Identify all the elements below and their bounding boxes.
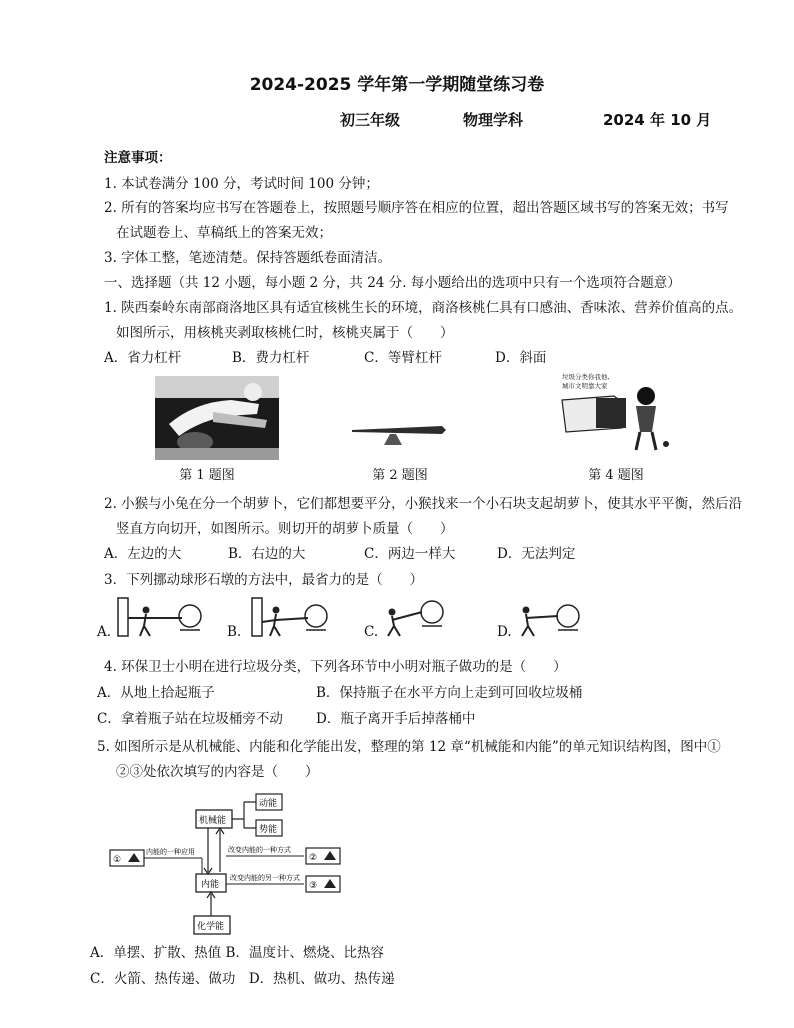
q2-option-d: D．无法判定: [497, 546, 576, 562]
notice-item-3: 3. 字体工整，笔迹清楚。保持答题纸卷面清洁。: [104, 250, 392, 266]
q2-text-cont: 竖直方向切开，如图所示。则切开的胡萝卜质量（ ）: [116, 521, 454, 537]
q2-option-c: C．两边一样大: [364, 546, 456, 562]
q3-label-b: B.: [227, 624, 242, 640]
diagram-chemical-energy: 化学能: [197, 922, 225, 932]
notice-heading: 注意事项：: [104, 150, 172, 166]
q3-label-d: D.: [497, 624, 512, 640]
q1-option-b: B．费力杠杆: [232, 350, 310, 366]
notice-item-2: 2. 所有的答案均应书写在答题卷上，按照题号顺序答在相应的位置，超出答题区域书写的答案无效；书写: [104, 200, 729, 216]
knowledge-structure-diagram: [108, 792, 348, 940]
q5-options-ab: A．单摆、扩散、热值 B．温度计、燃烧、比热容: [90, 945, 384, 961]
diagram-potential-energy: 势能: [259, 825, 278, 835]
walnut-cracker-image: [155, 376, 279, 460]
q5-text-cont: ②③处依次填写的内容是（ ）: [116, 764, 319, 780]
q1-option-d: D．斜面: [495, 350, 547, 366]
date-label: 2024 年 10 月: [603, 111, 712, 129]
q1-option-c: C．等臂杠杆: [364, 350, 442, 366]
q4-option-c: C．拿着瓶子站在垃圾桶旁不动: [97, 711, 283, 727]
q2-option-b: B．右边的大: [228, 546, 306, 562]
q3-figure-c: [380, 596, 450, 638]
diagram-mech-energy: 机械能: [199, 816, 227, 826]
q3-text: 3．下列挪动球形石墩的方法中，最省力的是（ ）: [104, 572, 424, 588]
diagram-blank-2: ②: [309, 853, 318, 863]
notice-item-2-cont: 在试题卷上、草稿纸上的答案无效；: [116, 225, 332, 241]
q3-label-a: A.: [97, 624, 112, 640]
page-title: 2024-2025 学年第一学期随堂练习卷: [249, 75, 545, 95]
section-heading: 一、选择题（共 12 小题，每小题 2 分，共 24 分. 每小题给出的选项中只有一个选项符合题意）: [104, 275, 681, 291]
q3-figure-a: [116, 596, 202, 638]
diagram-way1-label: 改变内能的一种方式: [228, 846, 291, 854]
q1-text: 1. 陕西秦岭东南部商洛地区具有适宜核桃生长的环境，商洛核桃仁具有口感油、香味浓、营养价值高的点。: [104, 300, 743, 316]
q4-option-a: A．从地上拾起瓶子: [97, 685, 215, 701]
figure-4-caption: 第 4 题图: [588, 468, 644, 483]
fig4-slogan-1: 垃圾分类你我他,: [562, 373, 610, 381]
q2-option-a: A．左边的大: [104, 546, 182, 562]
diagram-blank-1: ①: [113, 855, 122, 865]
q5-options-cd: C．火箭、热传递、做功 D．热机、做功、热传递: [90, 971, 395, 987]
diagram-blank-3: ③: [309, 881, 318, 891]
notice-item-1: 1. 本试卷满分 100 分，考试时间 100 分钟；: [104, 176, 379, 192]
grade-label: 初三年级: [340, 111, 401, 129]
q3-label-c: C.: [364, 624, 379, 640]
diagram-way2-label: 改变内能的另一种方式: [230, 874, 300, 882]
q4-option-d: D．瓶子离开手后掉落桶中: [316, 711, 476, 727]
q4-text: 4. 环保卫士小明在进行垃圾分类，下列各环节中小明对瓶子做功的是（ ）: [104, 659, 567, 675]
fig4-slogan-2: 城市文明靠大家: [562, 382, 608, 390]
subject-label: 物理学科: [463, 111, 524, 129]
recycling-boy-image: [556, 370, 680, 460]
q4-option-b: B．保持瓶子在水平方向上走到可回收垃圾桶: [316, 685, 583, 701]
q1-text-cont: 如图所示，用核桃夹剥取核桃仁时，核桃夹属于（ ）: [116, 325, 454, 341]
q3-figure-d: [514, 596, 584, 638]
diagram-use-label: 内能的一种应用: [146, 848, 195, 856]
q5-text: 5. 如图所示是从机械能、内能和化学能出发，整理的第 12 章“机械能和内能”的单元知识结构图，图中①: [97, 739, 721, 755]
q1-option-a: A．省力杠杆: [104, 350, 182, 366]
diagram-internal-energy: 内能: [201, 880, 220, 890]
carrot-balance-image: [350, 418, 450, 448]
q3-figure-b: [246, 596, 332, 638]
figure-1-caption: 第 1 题图: [179, 468, 235, 483]
diagram-kinetic-energy: 动能: [259, 799, 278, 809]
figure-2-caption: 第 2 题图: [372, 468, 428, 483]
q2-text: 2. 小猴与小兔在分一个胡萝卜，它们都想要平分，小猴找来一个小石块支起胡萝卜，使其水平平衡，然后沿: [104, 496, 743, 512]
